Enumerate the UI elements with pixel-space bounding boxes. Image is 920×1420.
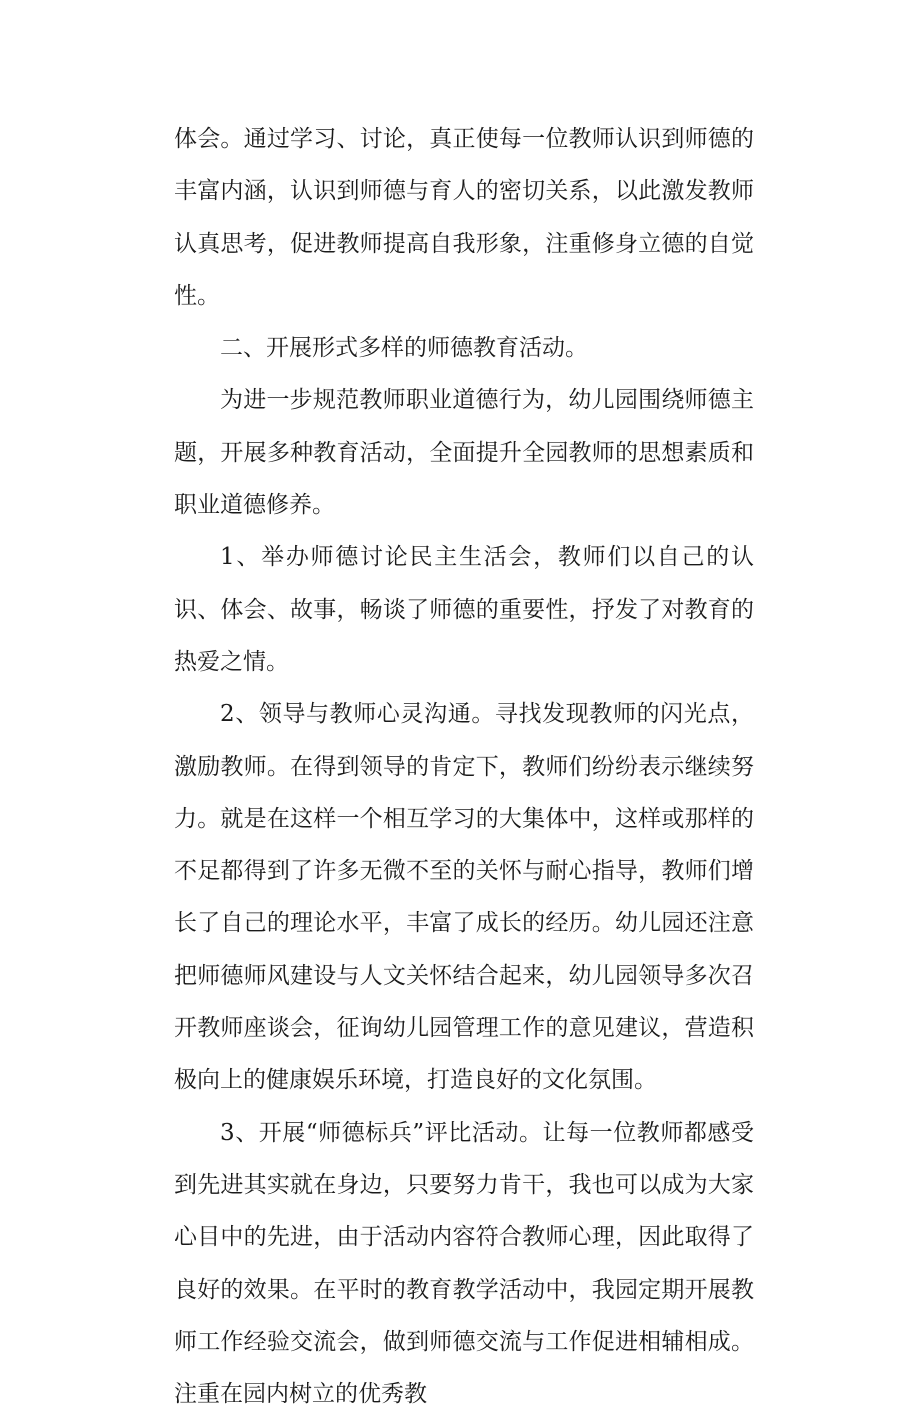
paragraph-4: 1、举办师德讨论民主生活会，教师们以自己的认识、体会、故事，畅谈了师德的重要性，抒发了对教育的热爱之情。 (174, 544, 754, 675)
paragraph-6: 3、开展“师德标兵”评比活动。让每一位教师都感受到先进其实就在身边，只要努力肯干，我也可以成为大家心目中的先进，由于活动内容符合教师心理，因此取得了良好的效果。在平时的教育教学活动中，我园定期开展教师工作经验交流会，做到师德交流与工作促进相辅相成。注重在园内树立的优秀教 (174, 1119, 754, 1408)
body-text (174, 113, 754, 1420)
paragraph-1: 体会。通过学习、讨论，真正使每一位教师认识到师德的丰富内涵，认识到师德与育人的密切关系，以此激发教师认真思考，促进教师提高自我形象，注重修身立德的自觉性。 (174, 126, 754, 309)
paragraph-3: 为进一步规范教师职业道德行为，幼儿园围绕师德主题，开展多种教育活动，全面提升全园教师的思想素质和职业道德修养。 (174, 387, 754, 519)
paragraph-5: 2、领导与教师心灵沟通。寻找发现教师的闪光点，激励教师。在得到领导的肯定下，教师们纷纷表示继续努力。就是在这样一个相互学习的大集体中，这样或那样的不足都得到了许多无微不至的关怀与耐心指导，教师们增长了自己的理论水平，丰富了成长的经历。幼儿园还注意把师德师风建设与人文关怀结合起来，幼儿园领导多次召开教师座谈会，征询幼儿园管理工作的意见建议，营造积极向上的健康娱乐环境，打造良好的文化氛围。 (174, 701, 754, 1094)
paragraph-2: 二、开展形式多样的师德教育活动。 (220, 335, 588, 362)
